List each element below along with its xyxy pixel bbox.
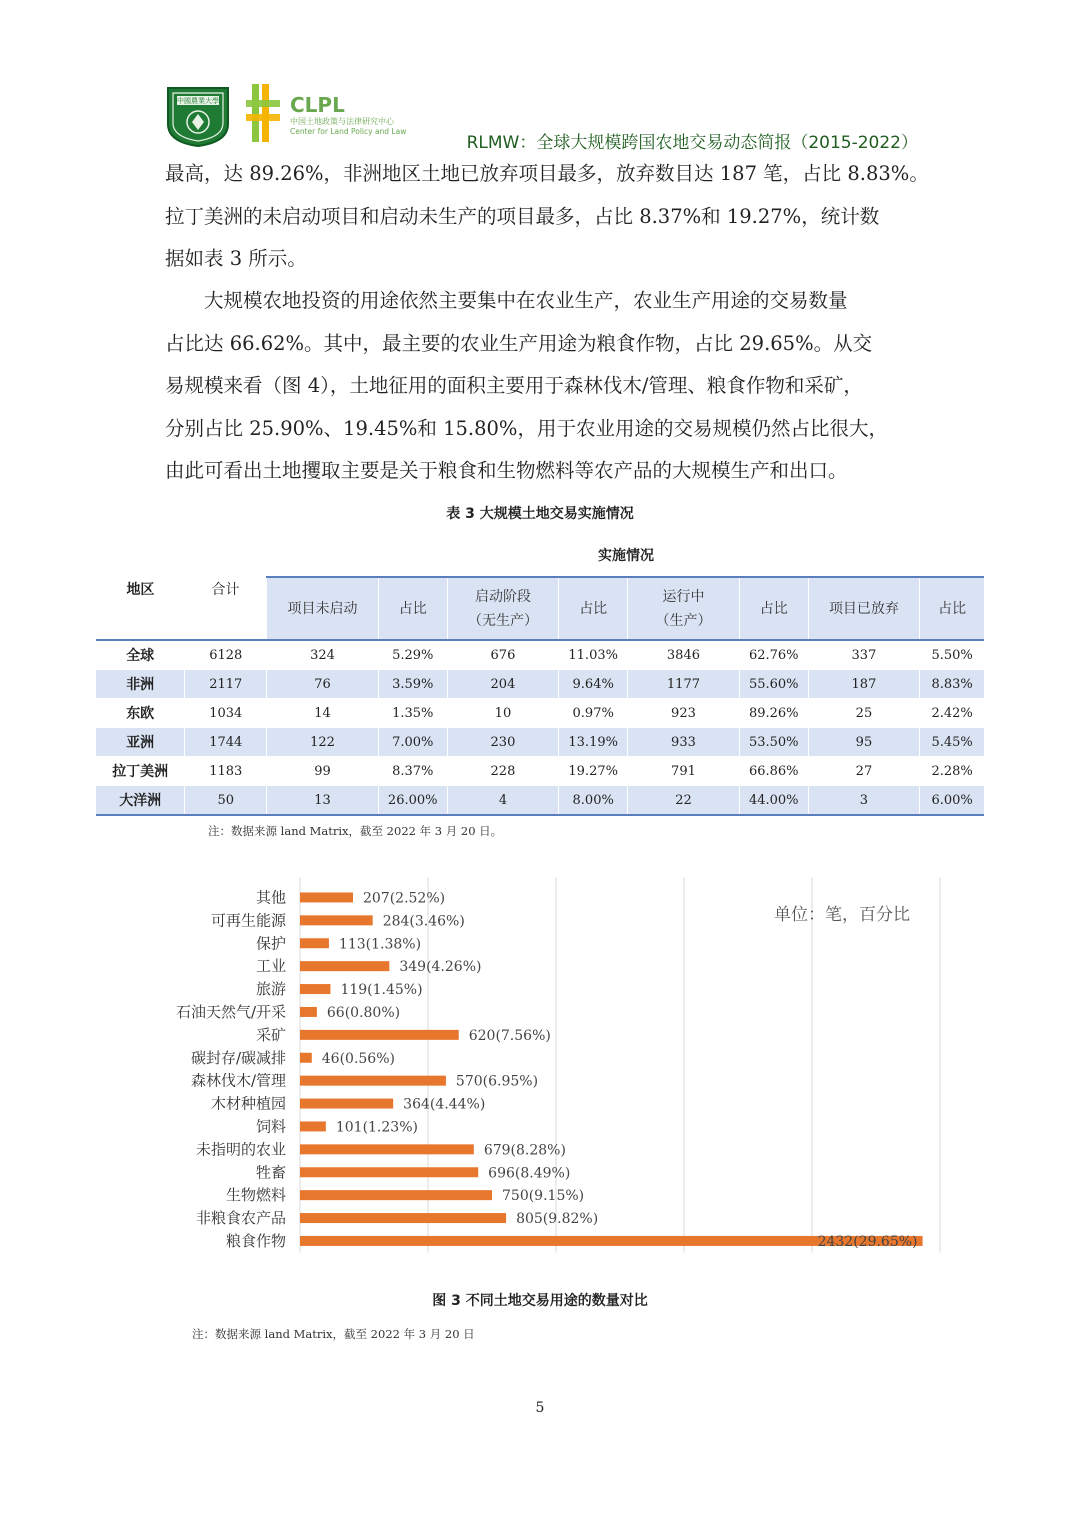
category-label: 粮食作物 (225, 1231, 286, 1250)
bar (300, 1190, 492, 1200)
col-header-line: 项目已放弃 (828, 600, 899, 617)
bar (300, 1099, 393, 1109)
col-header-label: 地区 (126, 582, 155, 598)
category-label: 碳封存/碳减排 (190, 1048, 286, 1067)
data-label: 364(4.44%) (403, 1096, 486, 1113)
table-cell: 10 (447, 699, 559, 728)
table-cell: 1177 (628, 670, 740, 699)
table-cell: 9.64% (559, 670, 628, 699)
bar (300, 892, 353, 902)
data-label: 2432(29.65%) (817, 1233, 918, 1250)
logo2-cn: 中国土地政策与法律研究中心 (290, 117, 394, 126)
table-cell: 337 (808, 640, 920, 670)
col-header-line: 占比 (759, 600, 788, 617)
bar (300, 1053, 312, 1063)
table-cell: 1034 (185, 699, 267, 728)
clpl-logo (246, 82, 436, 146)
table-cell: 6128 (185, 640, 267, 670)
page-number: 5 (535, 1400, 545, 1416)
figure-note: 注：数据来源 land Matrix，截至 2022 年 3 月 20 日 (192, 1327, 475, 1341)
data-label: 207(2.52%) (362, 890, 446, 907)
table-cell: 99 (267, 757, 379, 786)
col-header-label: 合计 (211, 582, 240, 598)
row-region: 非洲 (96, 670, 185, 699)
table-cell: 324 (267, 640, 379, 670)
row-region: 大洋洲 (96, 786, 185, 816)
row-region: 全球 (96, 640, 185, 670)
table-cell: 13.19% (559, 728, 628, 757)
paragraph-line: 拉丁美洲的未启动项目和启动未生产的项目最多，占比 8.37%和 19.27%，统计数 (165, 204, 880, 228)
table-cell: 204 (447, 670, 559, 699)
table-cell: 5.29% (378, 640, 447, 670)
category-label: 生物燃料 (225, 1186, 286, 1205)
bar (300, 1213, 506, 1223)
data-label: 750(9.15%) (502, 1188, 585, 1205)
table-cell: 2117 (185, 670, 267, 699)
data-label: 349(4.26%) (399, 959, 482, 976)
data-label: 113(1.38%) (338, 936, 422, 953)
category-label: 未指明的农业 (195, 1140, 286, 1159)
logo2-name: CLPL (290, 93, 345, 117)
paragraph-line: 占比达 66.62%。其中，最主要的农业生产用途为粮食作物，占比 29.65%。从交 (165, 331, 873, 355)
table-cell: 933 (628, 728, 740, 757)
usage-bar-chart (150, 878, 950, 1258)
col-header-line: 运行中 (662, 588, 705, 605)
logo2-en: Center for Land Policy and Law (290, 127, 407, 136)
table-cell: 3 (808, 786, 920, 816)
paragraph-line: 最高，达 89.26%，非洲地区土地已放弃项目最多，放弃数目达 187 笔，占比 8.83%。 (165, 162, 929, 185)
table-cell: 0.97% (559, 699, 628, 728)
table-cell: 76 (267, 670, 379, 699)
table-cell: 8.00% (559, 786, 628, 816)
table-cell: 5.50% (920, 640, 984, 670)
table-cell: 53.50% (739, 728, 808, 757)
table-cell: 1183 (185, 757, 267, 786)
table-cell: 3.59% (378, 670, 447, 699)
category-label: 采矿 (255, 1025, 286, 1044)
row-region: 拉丁美洲 (96, 757, 185, 786)
logo1-text: 中國農業大學 (177, 97, 219, 105)
table-row (96, 699, 984, 728)
bar (300, 984, 330, 994)
category-label: 木材种植园 (210, 1094, 286, 1113)
col-header-sub (739, 577, 808, 640)
col-header-sub (920, 577, 984, 640)
table-cell: 791 (628, 757, 740, 786)
implementation-table (96, 576, 984, 816)
table-cell: 8.83% (920, 670, 984, 699)
table-cell: 89.26% (739, 699, 808, 728)
table-cell: 26.00% (378, 786, 447, 816)
data-label: 66(0.80%) (326, 1004, 401, 1021)
col-header-sub (559, 577, 628, 640)
table-note: 注：数据来源 land Matrix，截至 2022 年 3 月 20 日。 (208, 824, 503, 838)
table-row (96, 670, 984, 699)
table-cell: 27 (808, 757, 920, 786)
paragraph-line: 分别占比 25.90%、19.45%和 15.80%，用于农业用途的交易规模仍然占比很大， (165, 416, 888, 440)
data-label: 46(0.56%) (321, 1050, 395, 1067)
paragraph-line: 易规模来看（图 4），土地征用的面积主要用于森林伐木/管理、粮食作物和采矿， (165, 374, 863, 397)
table-cell: 1744 (185, 728, 267, 757)
paragraph-line: 据如表 3 所示。 (165, 247, 307, 270)
table-cell: 55.60% (739, 670, 808, 699)
table-cell: 14 (267, 699, 379, 728)
category-label: 旅游 (255, 980, 286, 999)
col-header-sub (628, 577, 740, 640)
table-cell: 19.27% (559, 757, 628, 786)
bar (300, 1167, 478, 1177)
table-header-row (96, 577, 984, 640)
col-header-line: 占比 (398, 600, 427, 617)
category-label: 保护 (255, 934, 286, 953)
data-label: 805(9.82%) (516, 1211, 599, 1228)
table-body (96, 640, 984, 815)
col-header-line: 占比 (938, 600, 967, 617)
table-cell: 228 (447, 757, 559, 786)
table-row (96, 757, 984, 786)
category-label: 森林伐木/管理 (190, 1071, 286, 1090)
table-cell: 187 (808, 670, 920, 699)
table-cell: 95 (808, 728, 920, 757)
table-cell: 22 (628, 786, 740, 816)
table-cell: 25 (808, 699, 920, 728)
row-region: 东欧 (96, 699, 185, 728)
figure-caption: 图 3 不同土地交易用途的数量对比 (432, 1293, 648, 1309)
data-label: 620(7.56%) (468, 1027, 551, 1044)
col-header-region (96, 577, 185, 640)
data-label: 101(1.23%) (335, 1119, 418, 1136)
category-label: 非粮食农产品 (195, 1209, 286, 1228)
table-cell: 122 (267, 728, 379, 757)
category-label: 工业 (255, 957, 286, 976)
table-cell: 1.35% (378, 699, 447, 728)
table-cell: 230 (447, 728, 559, 757)
bar (300, 1121, 326, 1131)
col-header-sub (267, 577, 379, 640)
university-logo (164, 84, 232, 148)
category-label: 石油天然气/开采 (175, 1002, 286, 1021)
col-header-line: （无生产） (467, 612, 538, 629)
col-header-line: 启动阶段 (474, 588, 531, 605)
bar (300, 915, 373, 925)
table-cell: 62.76% (739, 640, 808, 670)
col-header-line: 项目未启动 (287, 600, 358, 617)
bar (300, 1144, 474, 1154)
data-label: 679(8.28%) (483, 1142, 566, 1159)
table-cell: 6.00% (920, 786, 984, 816)
table-row (96, 728, 984, 757)
col-header-sub (447, 577, 559, 640)
paragraph-line: 由此可看出土地攫取主要是关于粮食和生物燃料等农产品的大规模生产和出口。 (165, 459, 848, 482)
table-cell: 11.03% (559, 640, 628, 670)
table-cell: 8.37% (378, 757, 447, 786)
paragraph-line: 大规模农地投资的用途依然主要集中在农业生产，农业生产用途的交易数量 (165, 289, 848, 312)
data-label: 119(1.45%) (340, 982, 423, 999)
paragraph-2 (165, 280, 925, 493)
bar (300, 1007, 317, 1017)
col-header-line: （生产） (655, 612, 712, 629)
bar (300, 1030, 459, 1040)
header-title: RLMW：全球大规模跨国农地交易动态简报（2015-2022） (466, 133, 918, 153)
unit-label: 单位：笔，百分比 (774, 905, 910, 925)
table-cell: 44.00% (739, 786, 808, 816)
table-cell: 4 (447, 786, 559, 816)
data-label: 570(6.95%) (455, 1073, 539, 1090)
table-row (96, 640, 984, 670)
col-header-line: 占比 (579, 600, 608, 617)
table-cell: 7.00% (378, 728, 447, 757)
table-cell: 2.28% (920, 757, 984, 786)
bar (300, 1076, 446, 1086)
category-label: 可再生能源 (210, 911, 286, 930)
table-cell: 2.42% (920, 699, 984, 728)
category-label: 饲料 (255, 1117, 286, 1136)
bar (300, 938, 329, 948)
table-cell: 3846 (628, 640, 740, 670)
table-cell: 923 (628, 699, 740, 728)
data-label: 284(3.46%) (382, 913, 465, 930)
table-cell: 676 (447, 640, 559, 670)
col-header-sub (378, 577, 447, 640)
table-caption: 表 3 大规模土地交易实施情况 (446, 506, 634, 522)
table-cell: 50 (185, 786, 267, 816)
col-header-total (185, 577, 267, 640)
table-cell: 13 (267, 786, 379, 816)
row-region: 亚洲 (96, 728, 185, 757)
col-header-sub (808, 577, 920, 640)
bar (300, 961, 389, 971)
table-cell: 5.45% (920, 728, 984, 757)
table-row (96, 786, 984, 816)
paragraph-1 (165, 153, 929, 281)
category-label: 牲畜 (255, 1163, 286, 1182)
table-group-header: 实施情况 (598, 548, 654, 564)
table-cell: 66.86% (739, 757, 808, 786)
data-label: 696(8.49%) (488, 1165, 571, 1182)
category-label: 其他 (255, 888, 286, 907)
